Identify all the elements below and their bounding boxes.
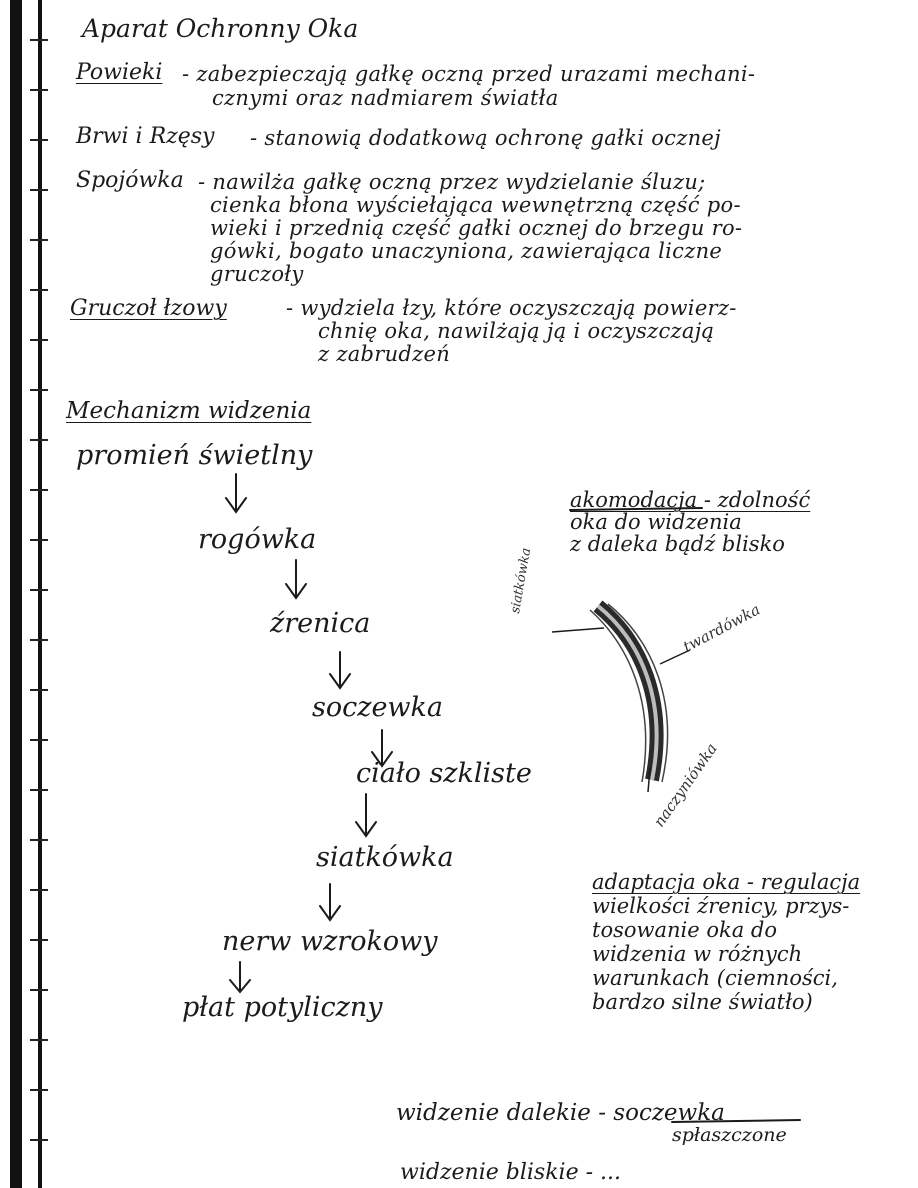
mechanism-heading: Mechanizm widzenia: [66, 398, 312, 424]
arrow-2: [286, 560, 306, 598]
term-gruczol-lzowy: Gruczoł łzowy: [70, 296, 227, 321]
note-adaptation-line-1: adaptacja oka - regulacja: [592, 870, 861, 894]
page-title: Aparat Ochronny Oka: [82, 14, 359, 43]
def-spojowka-line-2: cienka błona wyściełająca wewnętrzną część po-: [210, 193, 741, 217]
term-powieki: Powieki: [76, 60, 163, 85]
step-siatkowka: siatkówka: [316, 842, 454, 873]
arrow-1: [226, 474, 246, 512]
term-spojowka: Spojówka: [76, 168, 184, 193]
def-gruczol-line-1: - wydziela łzy, które oczyszczają powierz-: [286, 296, 737, 320]
note-adaptation-line-6: bardzo silne światło): [592, 990, 813, 1014]
arrow-3: [330, 652, 350, 688]
binder-edge: [0, 0, 60, 1188]
diagram-label-siatkowka: siatkówka: [508, 546, 535, 615]
bottom-line-1: widzenie dalekie - soczewka: [396, 1100, 725, 1126]
step-plat-potyliczny: płat potyliczny: [182, 992, 383, 1023]
step-zrenica: źrenica: [270, 608, 371, 639]
def-spojowka-line-3: wieki i przednią część gałki ocznej do brzegu ro-: [210, 216, 743, 240]
def-gruczol-line-2: chnię oka, nawilżają ją i oczyszczają: [318, 319, 715, 343]
note-adaptation-line-3: tosowanie oka do: [592, 918, 777, 942]
def-spojowka-line-1: - nawilża gałkę oczną przez wydzielanie śluzu;: [198, 170, 706, 194]
def-powieki-line-2: cznymi oraz nadmiarem światła: [212, 86, 559, 110]
term-brwi-rzesy: Brwi i Rzęsy: [76, 124, 215, 149]
step-rogowka: rogówka: [198, 524, 317, 555]
def-spojowka-line-4: gówki, bogato unaczyniona, zawierająca liczne: [210, 239, 723, 263]
note-adaptation-line-5: warunkach (ciemności,: [592, 966, 838, 990]
step-cialo-szkliste: ciało szkliste: [356, 758, 532, 789]
def-spojowka-line-5: gruczoły: [210, 262, 304, 286]
eye-wall-sketch: [552, 604, 690, 792]
bottom-line-2: spłaszczone: [672, 1124, 787, 1146]
arrow-6: [320, 884, 340, 920]
step-promien: promień świetlny: [76, 440, 313, 471]
step-soczewka: soczewka: [312, 692, 444, 723]
note-accommodation-line-2: oka do widzenia: [570, 510, 742, 534]
bottom-line-3: widzenie bliskie - ...: [400, 1160, 622, 1185]
note-adaptation-line-2: wielkości źrenicy, przys-: [592, 894, 850, 918]
arrow-7: [230, 962, 250, 992]
def-powieki-line-1: - zabezpieczają gałkę oczną przed urazami mechani-: [182, 62, 756, 86]
step-nerw-wzrokowy: nerw wzrokowy: [222, 926, 438, 957]
diagram-label-twardowka: twardówka: [680, 600, 764, 656]
note-adaptation-line-4: widzenia w różnych: [592, 942, 803, 966]
note-accommodation-line-3: z daleka bądź blisko: [570, 532, 785, 556]
def-brwi-rzesy-line-1: - stanowią dodatkową ochronę gałki ocznej: [250, 126, 721, 150]
def-gruczol-line-3: z zabrudzeń: [318, 342, 451, 366]
note-accommodation-line-1: akomodacja - zdolność: [570, 488, 811, 512]
arrow-5: [356, 794, 376, 836]
diagram-label-naczyniowka: naczyniówka: [650, 739, 721, 831]
